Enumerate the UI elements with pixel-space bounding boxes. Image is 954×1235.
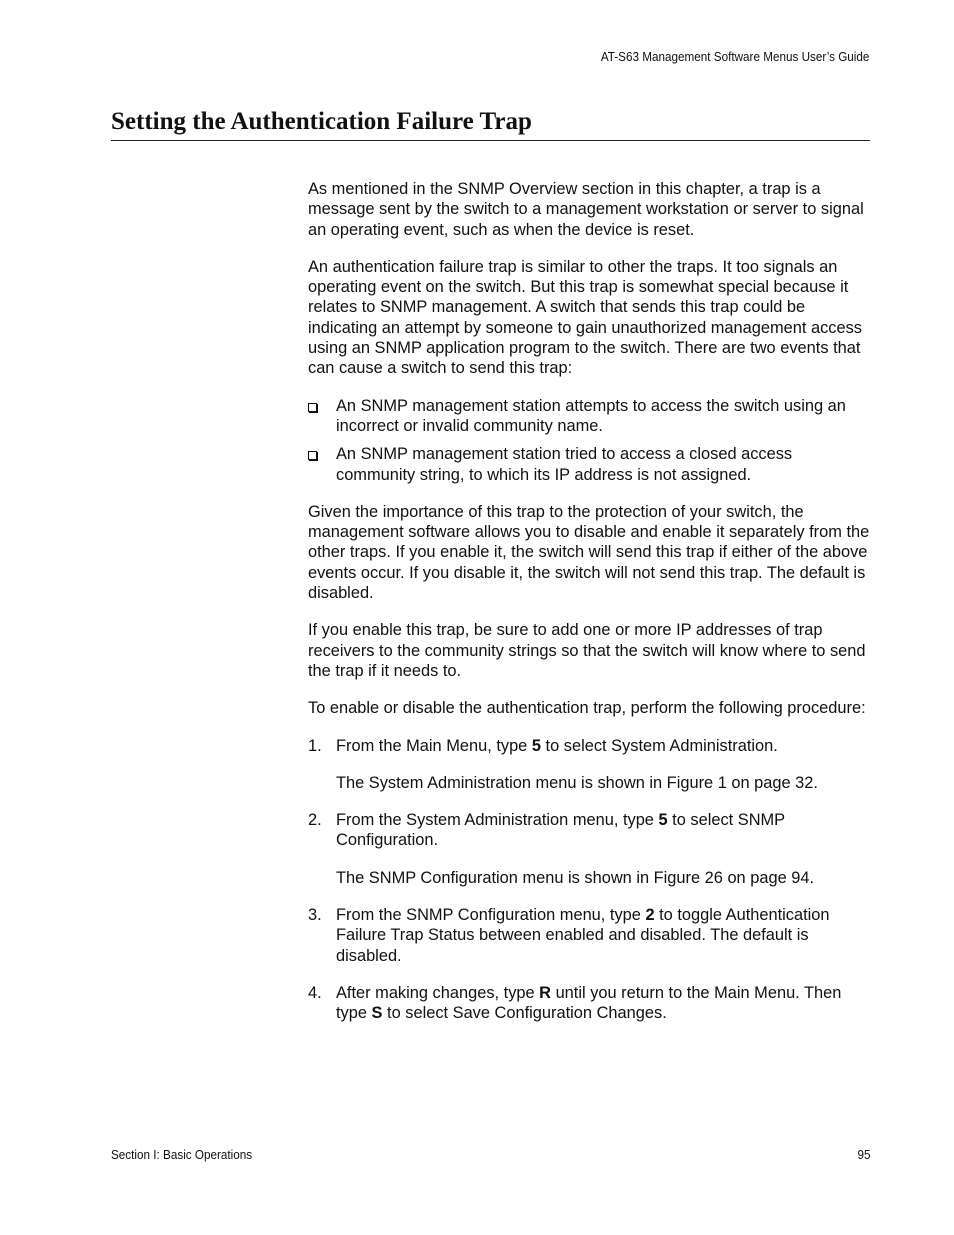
list-item [308, 396, 873, 437]
menu-key: R [539, 983, 552, 1002]
section-title: Setting the Authentication Failure Trap [111, 106, 870, 141]
step-text: From the Main Menu, type 5 to select System Administration. [336, 736, 778, 755]
step-number: 3. [308, 906, 322, 925]
step-text: After making changes, type R until you return to the Main Menu. Then type S to select Save Configuration Changes. [336, 983, 842, 1023]
page-number: 95 [856, 1147, 870, 1162]
paragraph: To enable or disable the authentication trap, perform the following procedure: [308, 699, 866, 718]
list-item-text: An SNMP management station attempts to access the switch using an incorrect or invalid community name. [336, 396, 846, 435]
footer-section: Section I: Basic Operations [111, 1147, 253, 1162]
body-content [308, 179, 873, 1041]
running-header: AT-S63 Management Software Menus User’s Guide [600, 49, 869, 64]
step-number: 1. [308, 736, 322, 755]
step-number: 2. [308, 811, 322, 830]
procedure-step [308, 983, 873, 1024]
step-note: The SNMP Configuration menu is shown in Figure 26 on page 94. [336, 868, 815, 887]
paragraph: An authentication failure trap is similar to other the traps. It too signals an operating event on the switch. But this trap is somewhat special because it relates to SNMP management. A switch that sends this trap could be indicating an attempt by someone to gain unauthorized management access using an SNMP application program to the switch. There are two events that can cause a switch to send this trap: [308, 257, 862, 378]
procedure-step [308, 810, 873, 888]
menu-key: 2 [645, 906, 655, 925]
list-item-text: An SNMP management station tried to access a closed access community string, to which its IP address is not assigned. [336, 445, 793, 484]
step-number: 4. [308, 983, 322, 1002]
running-footer [111, 1147, 870, 1162]
checkbox-bullet-icon [308, 403, 317, 412]
checkbox-bullet-icon [308, 451, 317, 460]
paragraph: If you enable this trap, be sure to add one or more IP addresses of trap receivers to the community strings so that the switch will know where to send the trap if it needs to. [308, 621, 866, 680]
step-text: From the SNMP Configuration menu, type 2 to toggle Authentication Failure Trap Status between enabled and disabled. The default is disabled. [336, 906, 830, 965]
event-list [308, 396, 873, 485]
paragraph: As mentioned in the SNMP Overview section in this chapter, a trap is a message sent by the switch to a management workstation or server to signal an operating event, such as when the device is reset. [308, 180, 864, 239]
step-note: The System Administration menu is shown in Figure 1 on page 32. [336, 773, 818, 792]
menu-key: S [371, 1004, 383, 1023]
menu-key: 5 [531, 736, 541, 755]
procedure-steps [308, 736, 873, 1024]
procedure-step [308, 736, 873, 794]
step-text: From the System Administration menu, type 5 to select SNMP Configuration. [336, 811, 785, 850]
paragraph: Given the importance of this trap to the protection of your switch, the management software allows you to disable and enable it separately from the other traps. If you enable it, the switch will send this trap if either of the above events occur. If you disable it, the switch will not send this trap. The default is disabled. [308, 502, 870, 603]
menu-key: 5 [658, 811, 668, 830]
list-item [308, 444, 873, 485]
procedure-step [308, 905, 873, 966]
